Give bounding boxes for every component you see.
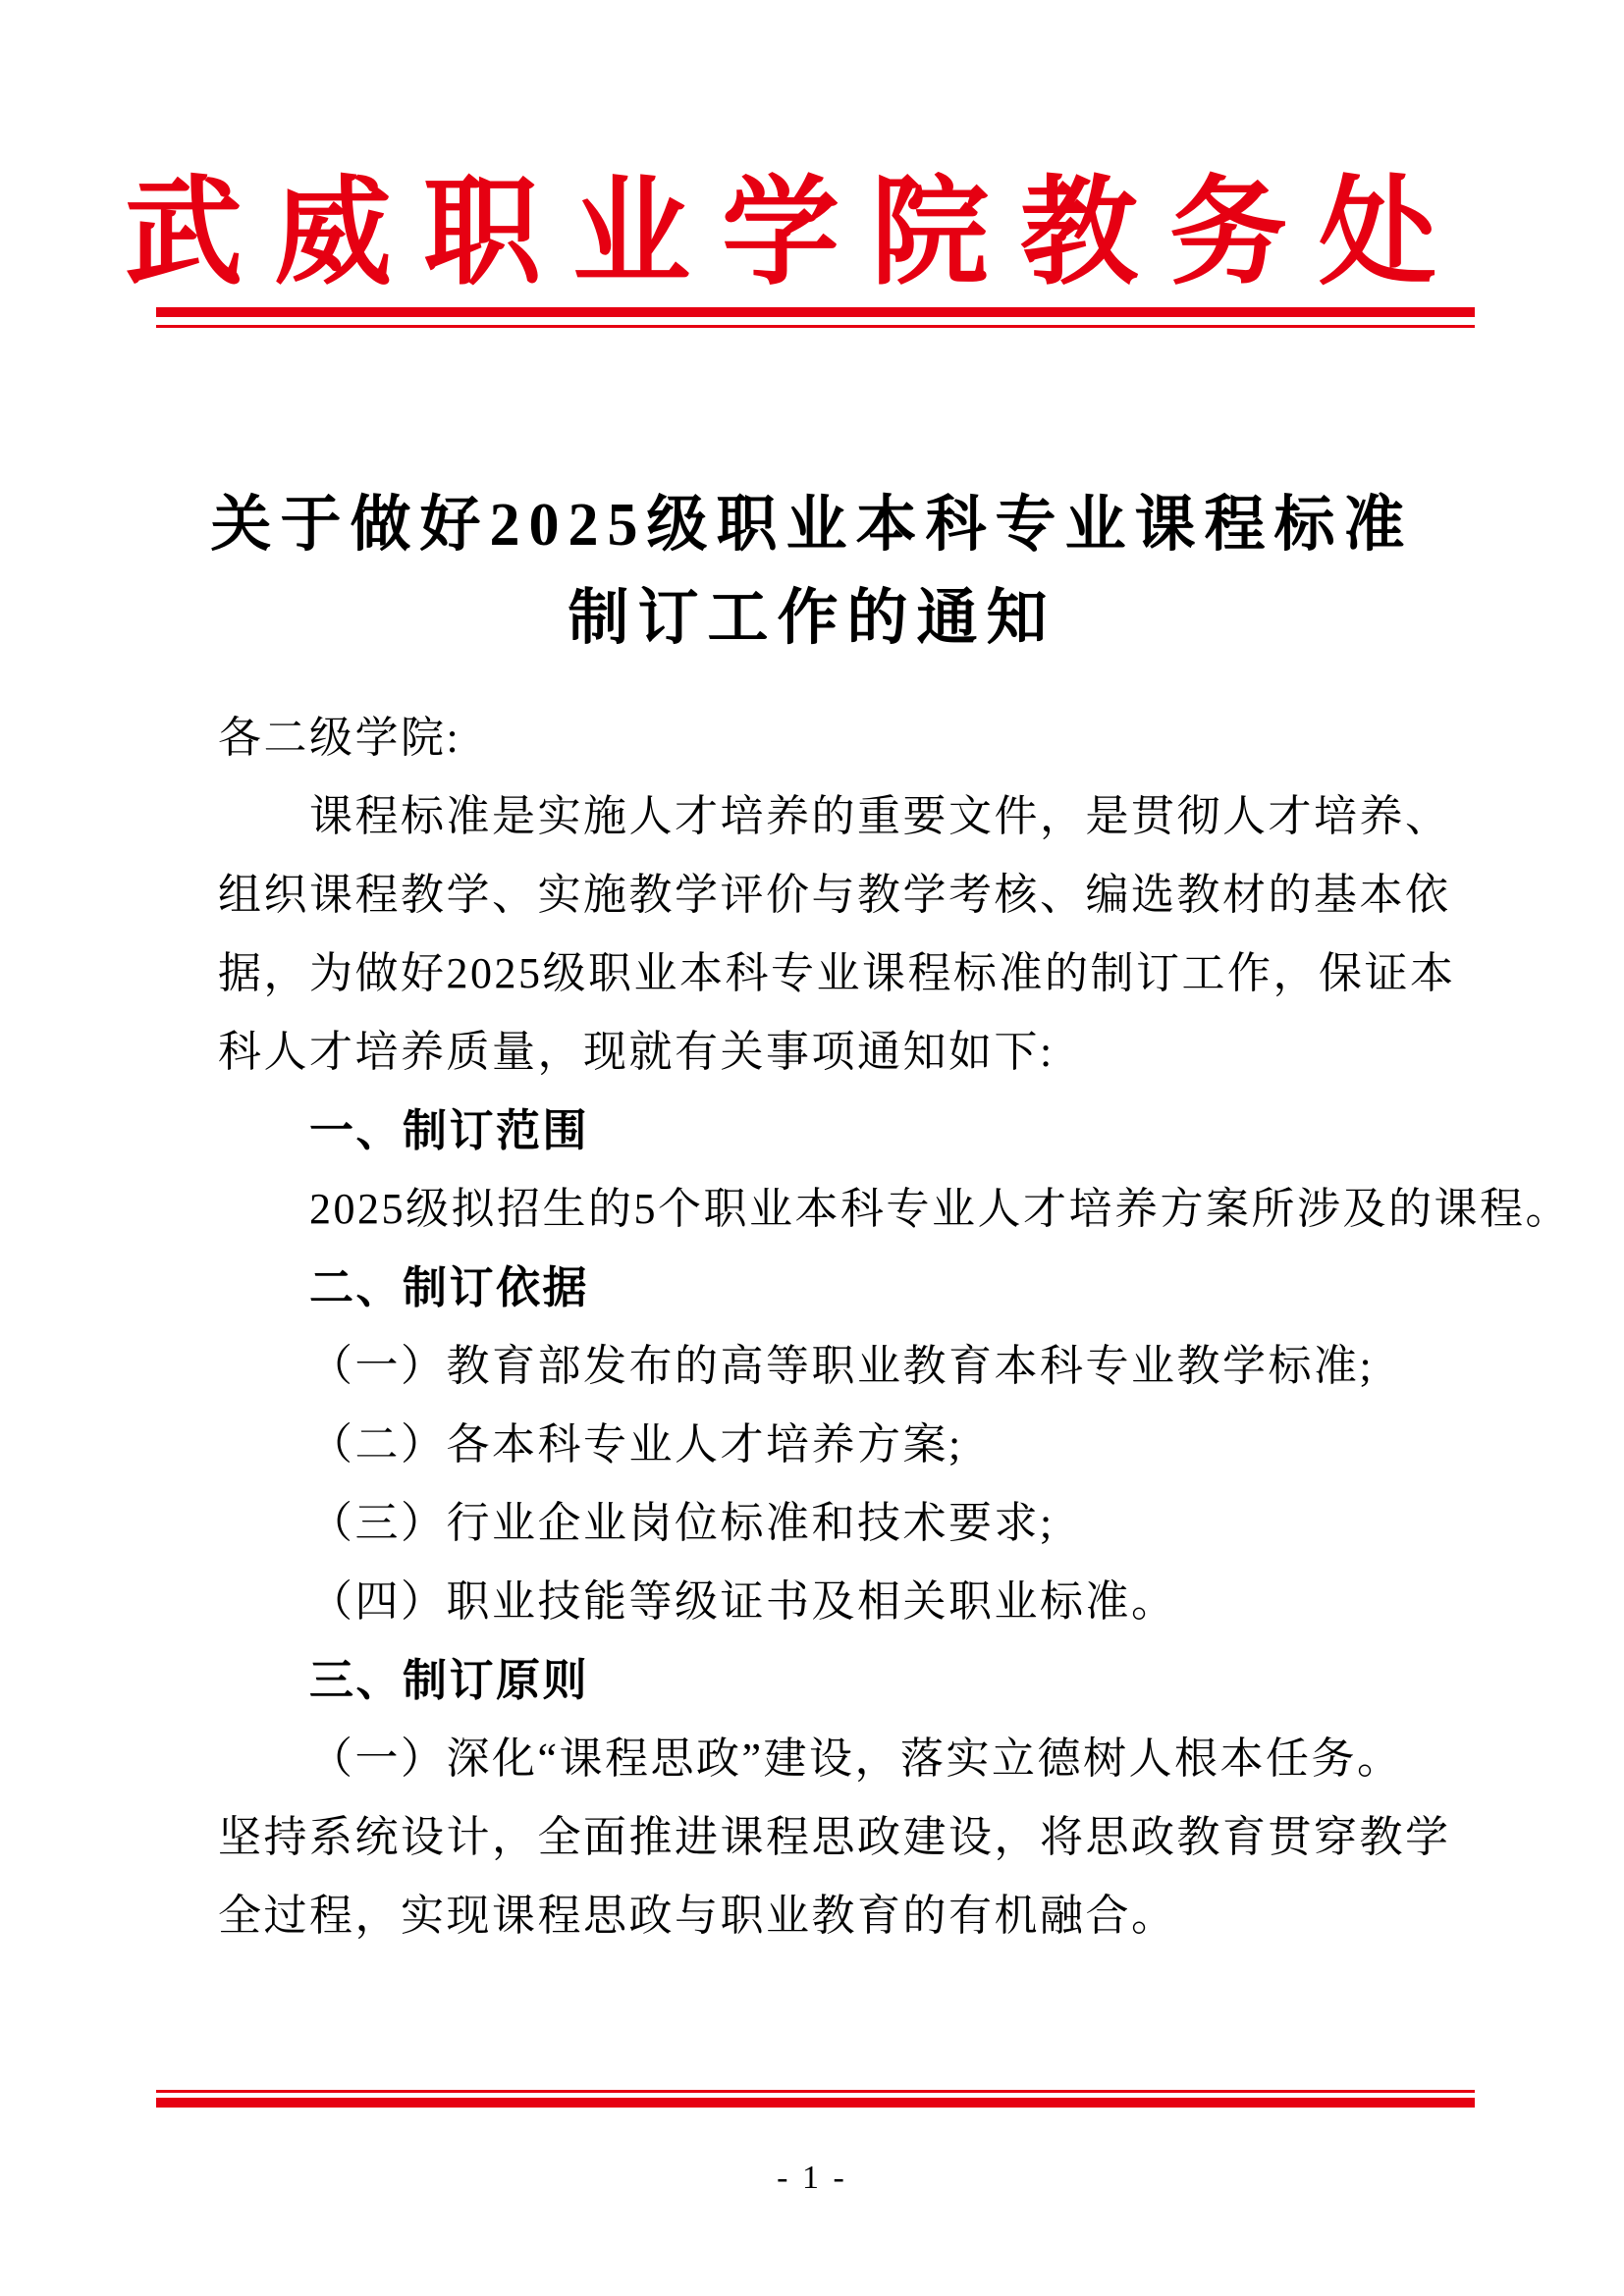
body-line: 据，为做好2025级职业本科专业课程标准的制订工作，保证本 <box>218 949 1456 997</box>
page-number: - 1 - <box>777 2160 847 2196</box>
list-item: （二）各本科专业人才培养方案; <box>309 1420 963 1468</box>
footer-rule-thin <box>156 2090 1475 2093</box>
document-title-line-2: 制订工作的通知 <box>568 585 1056 652</box>
body-line: 全过程，实现课程思政与职业教育的有机融合。 <box>218 1892 1177 1940</box>
section-heading-3: 三、制订原则 <box>309 1655 590 1705</box>
salutation: 各二级学院: <box>218 714 461 762</box>
document-title <box>0 479 1624 666</box>
body-line: 坚持系统设计，全面推进课程思政建设，将思政教育贯穿教学 <box>218 1813 1451 1861</box>
letterhead-org-name: 武威职业学院教务处 <box>125 168 1468 298</box>
document-body <box>218 699 1571 1955</box>
body-line: （一）深化“课程思政”建设，落实立德树人根本任务。 <box>309 1735 1403 1783</box>
list-item: （三）行业企业岗位标准和技术要求; <box>309 1499 1055 1547</box>
letterhead-rule-thick <box>156 307 1475 317</box>
letterhead-rule-thin <box>156 325 1475 328</box>
footer-rule-thick <box>156 2098 1475 2108</box>
list-item: （一）教育部发布的高等职业教育本科专业教学标准; <box>309 1342 1375 1390</box>
section-heading-1: 一、制订范围 <box>309 1105 590 1155</box>
list-item: （四）职业技能等级证书及相关职业标准。 <box>309 1577 1177 1626</box>
body-line: 组织课程教学、实施教学评价与教学考核、编选教材的基本依 <box>218 871 1451 919</box>
section-heading-2: 二、制订依据 <box>309 1262 590 1312</box>
body-line: 课程标准是实施人才培养的重要文件，是贯彻人才培养、 <box>309 792 1451 840</box>
document-title-line-1: 关于做好2025级职业本科专业课程标准 <box>210 492 1414 559</box>
body-line: 2025级拟招生的5个职业本科专业人才培养方案所涉及的课程。 <box>309 1185 1571 1233</box>
body-line: 科人才培养质量，现就有关事项通知如下: <box>218 1028 1055 1076</box>
